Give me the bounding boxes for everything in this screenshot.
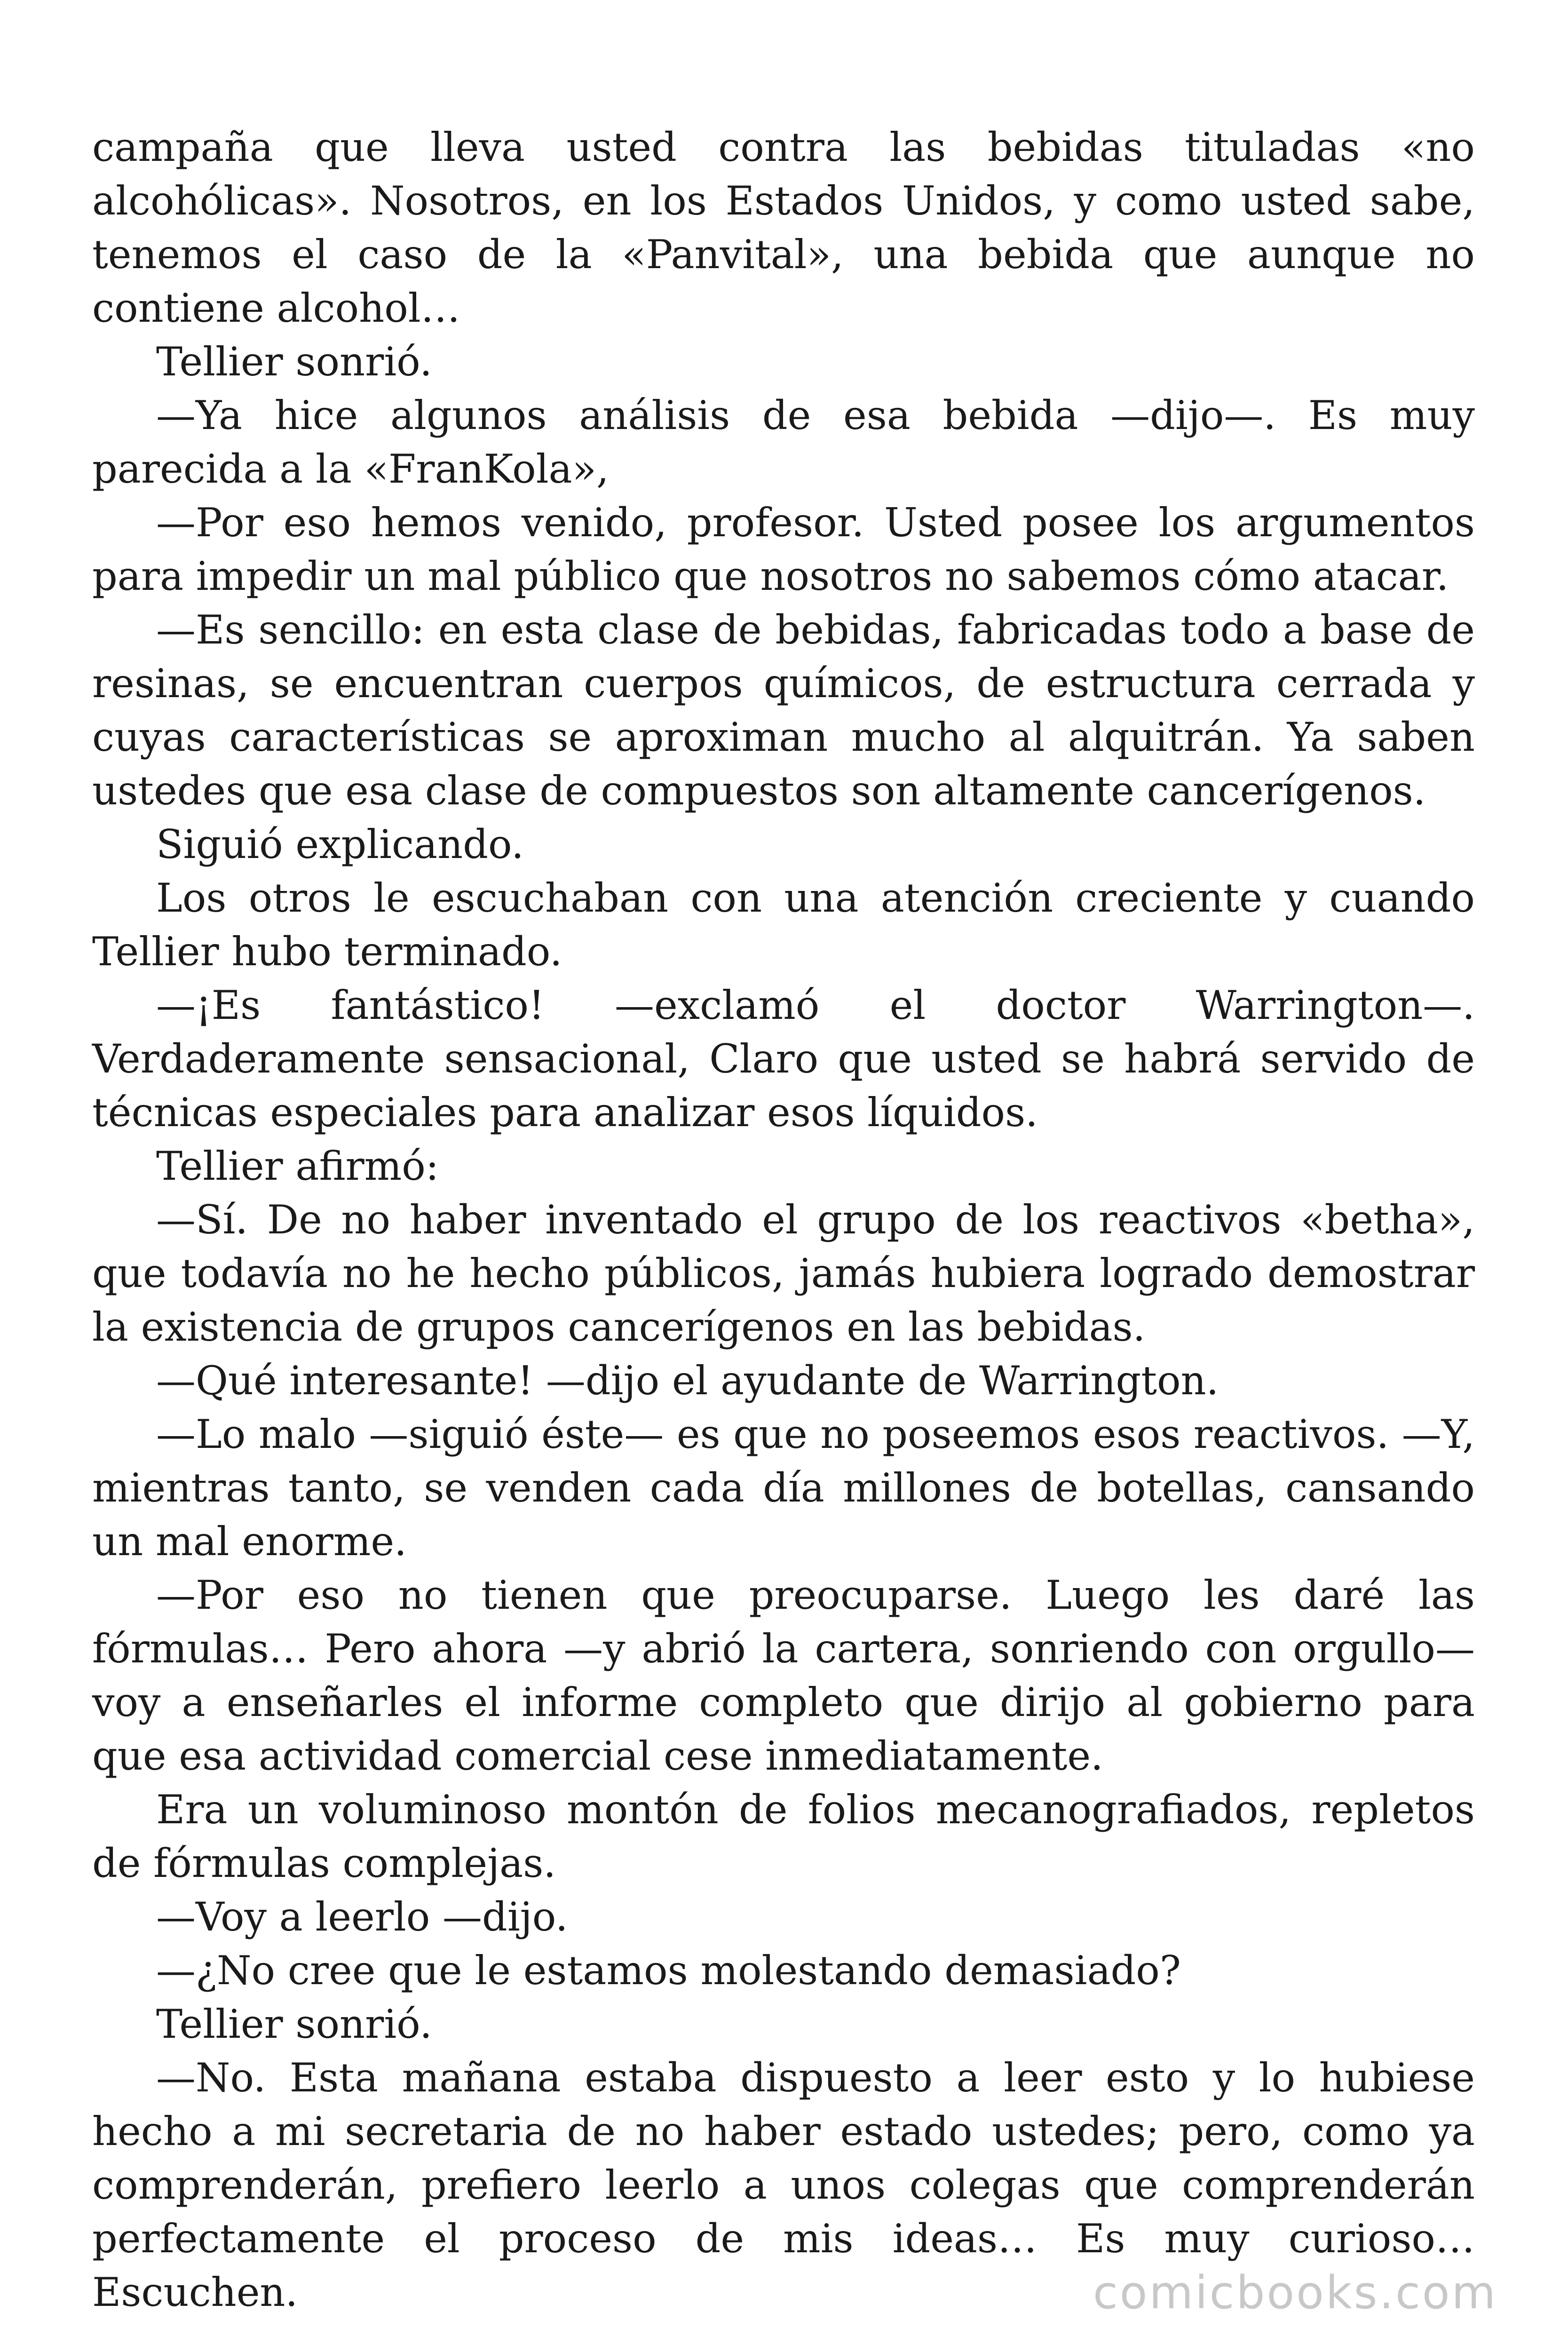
paragraph: Los otros le escuchaban con una atención creciente y cuando Tellier hubo terminado. [92,875,1475,975]
paragraph: —Por eso hemos venido, profesor. Usted posee los argumentos para impedir un mal público que nosotros no sabemos cómo atacar. [92,500,1475,599]
paragraph: Tellier sonrió. [156,339,432,385]
paragraph: Era un voluminoso montón de folios mecanografiados, repletos de fórmulas complejas. [92,1787,1475,1886]
watermark: comicbooks.com [1093,2266,1497,2319]
paragraph: Tellier sonrió. [156,2001,432,2047]
paragraph: —Lo malo —siguió éste— es que no poseemos esos reactivos. —Y, mientras tanto, se venden cada día millones de botellas, cansando un mal enorme. [92,1411,1475,1565]
paragraph: —¡Es fantástico! —exclamó el doctor Warrington—. Verdaderamente sensacional, Claro que usted se habrá servido de técnicas especiales para analizar esos líquidos. [92,982,1475,1136]
paragraph: Siguió explicando. [156,821,524,867]
paragraph: —Por eso no tienen que preocuparse. Luego les daré las fórmulas… Pero ahora —y abrió la cartera, sonriendo con orgullo— voy a enseñarles el informe completo que dirijo al gobierno para que esa actividad comercial cese inmediatamente. [92,1572,1475,1779]
paragraph: —Ya hice algunos análisis de esa bebida —dijo—. Es muy parecida a la «FranKola», [92,392,1475,492]
paragraph: —Es sencillo: en esta clase de bebidas, fabricadas todo a base de resinas, se encuentran cuerpos químicos, de estructura cerrada y cuyas características se aproximan mucho al alquitrán. Ya saben ustedes que esa clase de compuestos son altamente cancerígenos. [92,607,1475,814]
paragraph: —Qué interesante! —dijo el ayudante de Warrington. [156,1358,1219,1404]
paragraph: Tellier afirmó: [156,1143,439,1189]
page-body [92,120,1475,2319]
paragraph: —Sí. De no haber inventado el grupo de los reactivos «betha», que todavía no he hecho públicos, jamás hubiera logrado demostrar la existencia de grupos cancerígenos en las bebidas. [92,1197,1475,1350]
paragraph: —No. Esta mañana estaba dispuesto a leer esto y lo hubiese hecho a mi secretaria de no haber estado ustedes; pero, como ya comprenderán, prefiero leerlo a unos colegas que comprenderán perfectamente el proceso de mis ideas… Es muy curioso… Escuchen. [92,2055,1475,2315]
paragraph: —¿No cree que le estamos molestando demasiado? [156,1947,1181,1994]
paragraph: campaña que lleva usted contra las bebidas tituladas «no alcohólicas». Nosotros, en los Estados Unidos, y como usted sabe, tenemos el caso de la «Panvital», una bebida que aunque no contiene alcohol… [92,124,1475,331]
paragraph: —Voy a leerlo —dijo. [156,1894,568,1940]
